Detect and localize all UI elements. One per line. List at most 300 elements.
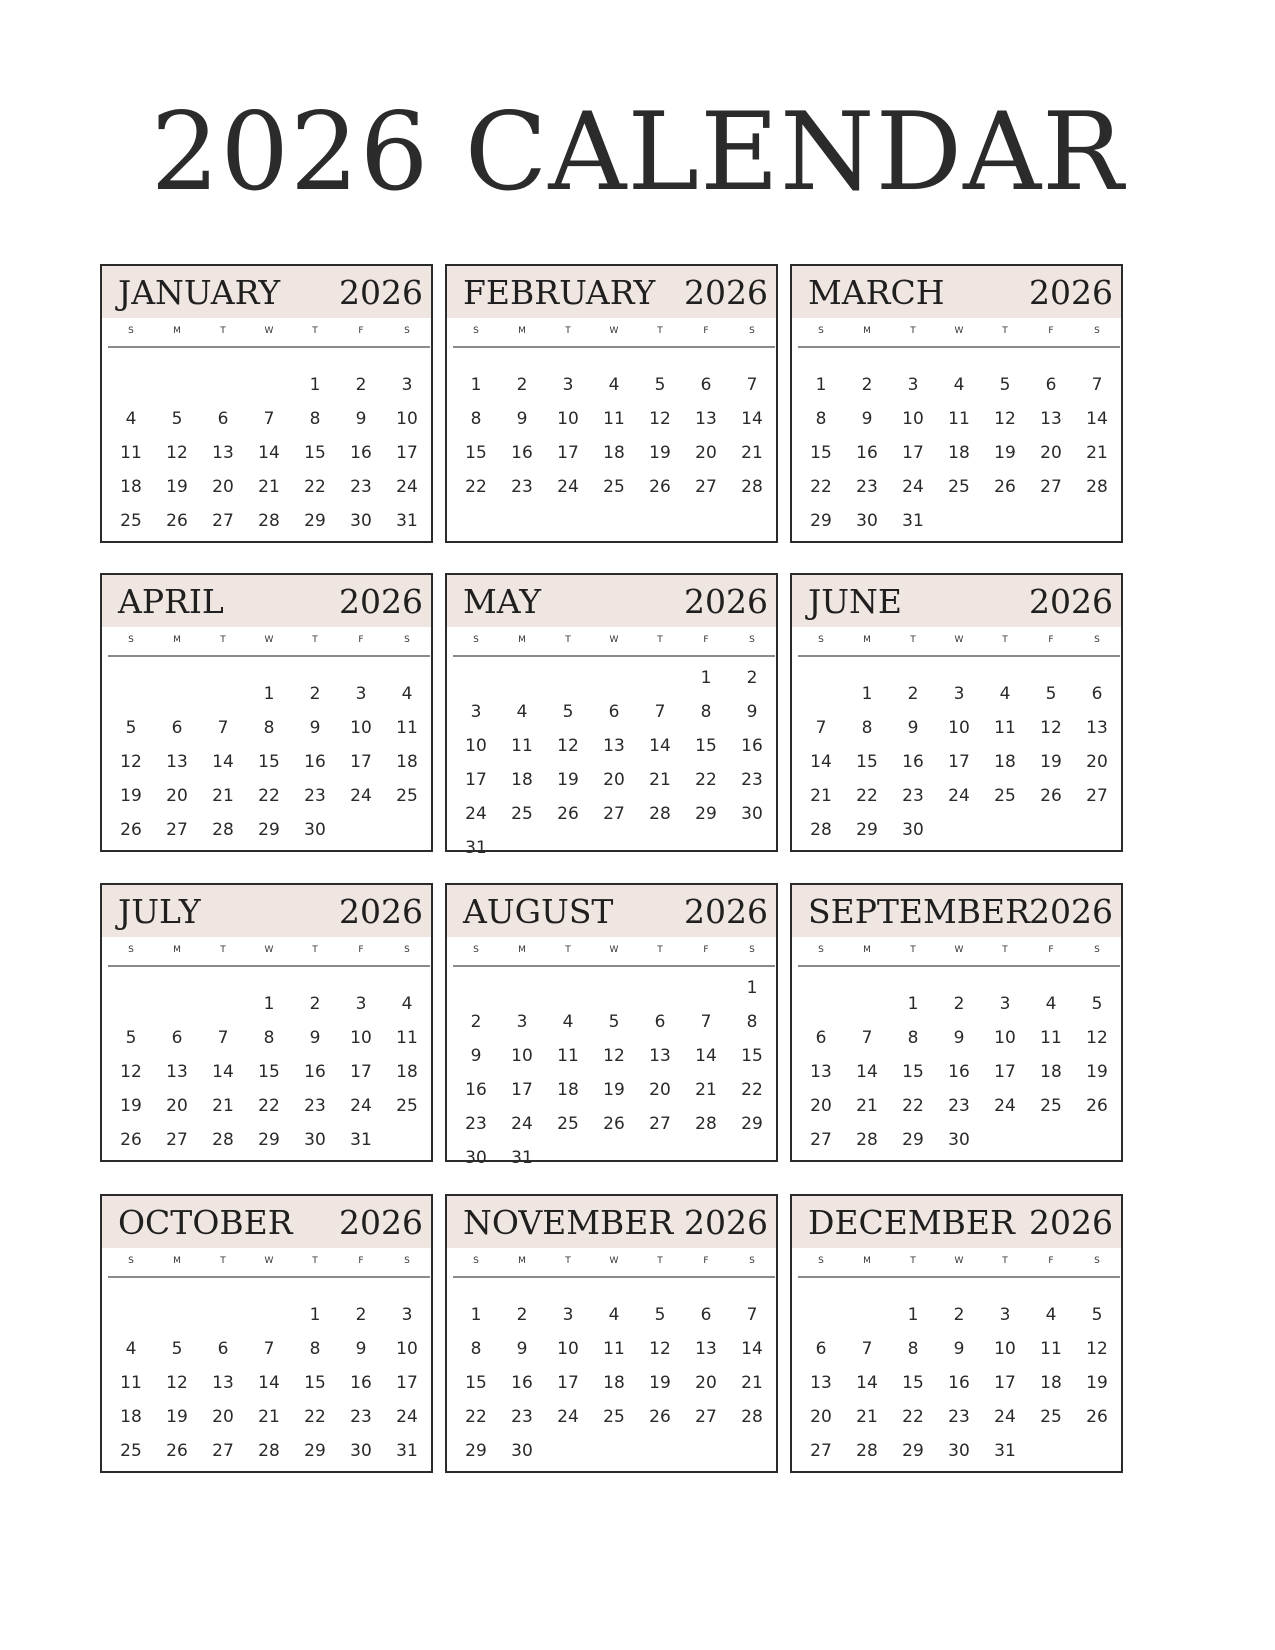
day-cell: 3 bbox=[355, 684, 367, 704]
month-header bbox=[447, 885, 776, 937]
empty-cell bbox=[246, 368, 292, 402]
day-cell: 6 bbox=[608, 702, 620, 722]
weekday-label: S bbox=[1094, 1256, 1100, 1266]
weekday-label: T bbox=[910, 635, 916, 645]
weekday-row bbox=[798, 1254, 1120, 1268]
day-cell: 22 bbox=[304, 477, 326, 497]
divider bbox=[453, 655, 775, 657]
day-cell: 28 bbox=[649, 804, 671, 824]
day-cell: 2 bbox=[516, 375, 528, 395]
day-cell: 20 bbox=[810, 1096, 832, 1116]
weekday-label: M bbox=[518, 326, 526, 336]
day-cell: 14 bbox=[695, 1046, 717, 1066]
day-cell: 20 bbox=[212, 1407, 234, 1427]
day-cell: 7 bbox=[217, 718, 229, 738]
weekday-label: S bbox=[404, 945, 410, 955]
day-cell: 13 bbox=[1040, 409, 1062, 429]
day-cell: 21 bbox=[810, 786, 832, 806]
day-cell: 16 bbox=[465, 1080, 487, 1100]
empty-cell bbox=[683, 971, 729, 1005]
day-cell: 31 bbox=[994, 1441, 1016, 1461]
day-grid bbox=[798, 368, 1120, 538]
day-cell: 22 bbox=[695, 770, 717, 790]
day-cell: 19 bbox=[1086, 1373, 1108, 1393]
day-cell: 8 bbox=[470, 1339, 482, 1359]
divider bbox=[108, 1276, 430, 1278]
day-grid bbox=[798, 1298, 1120, 1468]
day-cell: 8 bbox=[815, 409, 827, 429]
day-cell: 31 bbox=[396, 511, 418, 531]
weekday-label: W bbox=[264, 635, 274, 645]
weekday-label: M bbox=[173, 326, 181, 336]
day-grid bbox=[798, 677, 1120, 847]
day-cell: 7 bbox=[815, 718, 827, 738]
day-cell: 28 bbox=[212, 1130, 234, 1150]
day-cell: 27 bbox=[810, 1130, 832, 1150]
day-cell: 10 bbox=[557, 1339, 579, 1359]
month-name: OCTOBER bbox=[118, 1203, 293, 1242]
day-cell: 9 bbox=[516, 409, 528, 429]
day-cell: 16 bbox=[304, 752, 326, 772]
weekday-label: S bbox=[1094, 635, 1100, 645]
weekday-row bbox=[108, 943, 430, 957]
day-cell: 8 bbox=[907, 1028, 919, 1048]
month-card-april bbox=[100, 573, 433, 852]
day-cell: 16 bbox=[856, 443, 878, 463]
day-cell: 30 bbox=[741, 804, 763, 824]
day-cell: 18 bbox=[603, 443, 625, 463]
day-cell: 17 bbox=[511, 1080, 533, 1100]
empty-cell bbox=[844, 987, 890, 1021]
day-cell: 26 bbox=[1086, 1407, 1108, 1427]
day-cell: 17 bbox=[396, 443, 418, 463]
weekday-label: F bbox=[703, 1256, 709, 1266]
day-cell: 22 bbox=[741, 1080, 763, 1100]
day-cell: 23 bbox=[511, 477, 533, 497]
day-cell: 17 bbox=[557, 1373, 579, 1393]
day-cell: 25 bbox=[1040, 1407, 1062, 1427]
day-cell: 21 bbox=[695, 1080, 717, 1100]
day-cell: 31 bbox=[350, 1130, 372, 1150]
day-cell: 15 bbox=[304, 1373, 326, 1393]
month-header bbox=[447, 575, 776, 627]
month-year: 2026 bbox=[684, 1203, 768, 1242]
day-cell: 10 bbox=[350, 718, 372, 738]
day-cell: 19 bbox=[120, 1096, 142, 1116]
weekday-label: T bbox=[312, 945, 318, 955]
day-cell: 28 bbox=[258, 1441, 280, 1461]
day-cell: 12 bbox=[649, 409, 671, 429]
empty-cell bbox=[499, 661, 545, 695]
day-cell: 15 bbox=[902, 1062, 924, 1082]
day-cell: 26 bbox=[649, 477, 671, 497]
day-cell: 1 bbox=[907, 1305, 919, 1325]
day-cell: 19 bbox=[649, 443, 671, 463]
day-cell: 7 bbox=[746, 375, 758, 395]
day-cell: 4 bbox=[1045, 1305, 1057, 1325]
weekday-label: W bbox=[954, 635, 964, 645]
day-cell: 21 bbox=[1086, 443, 1108, 463]
month-name: SEPTEMBER bbox=[808, 892, 1030, 931]
empty-cell bbox=[200, 1298, 246, 1332]
weekday-label: T bbox=[565, 945, 571, 955]
day-cell: 5 bbox=[1045, 684, 1057, 704]
weekday-row bbox=[108, 1254, 430, 1268]
day-cell: 17 bbox=[557, 443, 579, 463]
day-cell: 6 bbox=[700, 1305, 712, 1325]
day-cell: 1 bbox=[907, 994, 919, 1014]
day-cell: 28 bbox=[856, 1441, 878, 1461]
month-card-july bbox=[100, 883, 433, 1162]
day-cell: 25 bbox=[994, 786, 1016, 806]
day-cell: 10 bbox=[396, 1339, 418, 1359]
day-cell: 21 bbox=[212, 786, 234, 806]
month-name: JANUARY bbox=[118, 273, 281, 312]
day-cell: 27 bbox=[1040, 477, 1062, 497]
day-cell: 11 bbox=[120, 443, 142, 463]
day-cell: 16 bbox=[948, 1373, 970, 1393]
day-cell: 8 bbox=[470, 409, 482, 429]
day-cell: 26 bbox=[603, 1114, 625, 1134]
weekday-label: S bbox=[404, 635, 410, 645]
month-year: 2026 bbox=[684, 892, 768, 931]
day-cell: 1 bbox=[861, 684, 873, 704]
weekday-label: F bbox=[1048, 326, 1054, 336]
day-cell: 29 bbox=[902, 1130, 924, 1150]
day-cell: 18 bbox=[603, 1373, 625, 1393]
empty-cell bbox=[545, 971, 591, 1005]
day-cell: 18 bbox=[994, 752, 1016, 772]
day-cell: 4 bbox=[401, 994, 413, 1014]
day-cell: 15 bbox=[258, 752, 280, 772]
weekday-label: S bbox=[749, 945, 755, 955]
day-cell: 30 bbox=[856, 511, 878, 531]
day-cell: 23 bbox=[350, 1407, 372, 1427]
empty-cell bbox=[453, 661, 499, 695]
day-cell: 4 bbox=[1045, 994, 1057, 1014]
empty-cell bbox=[108, 987, 154, 1021]
weekday-label: T bbox=[220, 1256, 226, 1266]
day-cell: 19 bbox=[166, 477, 188, 497]
day-cell: 7 bbox=[263, 1339, 275, 1359]
day-cell: 13 bbox=[603, 736, 625, 756]
day-cell: 31 bbox=[902, 511, 924, 531]
day-cell: 27 bbox=[212, 1441, 234, 1461]
day-grid bbox=[108, 1298, 430, 1468]
day-cell: 20 bbox=[695, 1373, 717, 1393]
empty-cell bbox=[200, 987, 246, 1021]
day-cell: 15 bbox=[695, 736, 717, 756]
month-card-october bbox=[100, 1194, 433, 1473]
weekday-label: T bbox=[1002, 635, 1008, 645]
month-name: MAY bbox=[463, 582, 542, 621]
month-card-february bbox=[445, 264, 778, 543]
day-cell: 20 bbox=[166, 1096, 188, 1116]
day-cell: 25 bbox=[603, 477, 625, 497]
day-cell: 6 bbox=[1045, 375, 1057, 395]
month-card-november bbox=[445, 1194, 778, 1473]
weekday-label: F bbox=[358, 1256, 364, 1266]
day-cell: 29 bbox=[465, 1441, 487, 1461]
day-cell: 24 bbox=[948, 786, 970, 806]
day-cell: 30 bbox=[902, 820, 924, 840]
day-cell: 2 bbox=[355, 1305, 367, 1325]
day-cell: 16 bbox=[741, 736, 763, 756]
day-cell: 7 bbox=[263, 409, 275, 429]
day-cell: 9 bbox=[309, 718, 321, 738]
day-cell: 22 bbox=[465, 477, 487, 497]
day-cell: 20 bbox=[1040, 443, 1062, 463]
month-name: JUNE bbox=[808, 582, 903, 621]
weekday-label: S bbox=[818, 635, 824, 645]
day-cell: 14 bbox=[856, 1373, 878, 1393]
day-cell: 4 bbox=[125, 409, 137, 429]
day-grid bbox=[453, 368, 775, 504]
weekday-label: M bbox=[863, 1256, 871, 1266]
weekday-label: W bbox=[264, 1256, 274, 1266]
day-cell: 8 bbox=[263, 718, 275, 738]
month-card-june bbox=[790, 573, 1123, 852]
empty-cell bbox=[200, 368, 246, 402]
day-cell: 16 bbox=[350, 1373, 372, 1393]
month-header bbox=[102, 266, 431, 318]
day-cell: 4 bbox=[608, 1305, 620, 1325]
day-cell: 16 bbox=[511, 1373, 533, 1393]
day-cell: 20 bbox=[695, 443, 717, 463]
month-card-september bbox=[790, 883, 1123, 1162]
day-cell: 7 bbox=[654, 702, 666, 722]
day-grid bbox=[453, 1298, 775, 1468]
day-cell: 13 bbox=[695, 409, 717, 429]
day-cell: 15 bbox=[810, 443, 832, 463]
day-cell: 29 bbox=[695, 804, 717, 824]
day-cell: 4 bbox=[125, 1339, 137, 1359]
weekday-row bbox=[798, 324, 1120, 338]
weekday-label: T bbox=[220, 635, 226, 645]
empty-cell bbox=[499, 971, 545, 1005]
empty-cell bbox=[798, 1298, 844, 1332]
day-cell: 8 bbox=[309, 409, 321, 429]
empty-cell bbox=[591, 971, 637, 1005]
day-cell: 27 bbox=[166, 820, 188, 840]
day-cell: 12 bbox=[557, 736, 579, 756]
day-cell: 18 bbox=[120, 1407, 142, 1427]
day-cell: 9 bbox=[470, 1046, 482, 1066]
weekday-label: T bbox=[1002, 1256, 1008, 1266]
month-header bbox=[102, 1196, 431, 1248]
weekday-label: W bbox=[609, 326, 619, 336]
day-cell: 18 bbox=[557, 1080, 579, 1100]
day-cell: 29 bbox=[258, 820, 280, 840]
day-grid bbox=[453, 661, 775, 865]
day-cell: 24 bbox=[557, 477, 579, 497]
weekday-label: S bbox=[473, 326, 479, 336]
day-cell: 21 bbox=[212, 1096, 234, 1116]
day-cell: 22 bbox=[258, 1096, 280, 1116]
day-cell: 25 bbox=[603, 1407, 625, 1427]
day-cell: 26 bbox=[1040, 786, 1062, 806]
day-cell: 5 bbox=[999, 375, 1011, 395]
day-cell: 23 bbox=[304, 786, 326, 806]
month-name: APRIL bbox=[118, 582, 224, 621]
day-cell: 10 bbox=[350, 1028, 372, 1048]
weekday-label: M bbox=[863, 326, 871, 336]
day-cell: 19 bbox=[1040, 752, 1062, 772]
month-year: 2026 bbox=[684, 582, 768, 621]
day-cell: 8 bbox=[861, 718, 873, 738]
empty-cell bbox=[637, 661, 683, 695]
day-cell: 9 bbox=[309, 1028, 321, 1048]
day-cell: 14 bbox=[212, 752, 234, 772]
day-cell: 31 bbox=[396, 1441, 418, 1461]
day-cell: 3 bbox=[907, 375, 919, 395]
weekday-label: T bbox=[657, 945, 663, 955]
day-cell: 14 bbox=[258, 443, 280, 463]
day-cell: 11 bbox=[1040, 1028, 1062, 1048]
weekday-label: S bbox=[818, 1256, 824, 1266]
day-cell: 10 bbox=[511, 1046, 533, 1066]
day-cell: 11 bbox=[396, 1028, 418, 1048]
day-cell: 24 bbox=[465, 804, 487, 824]
day-cell: 15 bbox=[258, 1062, 280, 1082]
month-name: DECEMBER bbox=[808, 1203, 1015, 1242]
day-cell: 17 bbox=[948, 752, 970, 772]
day-cell: 13 bbox=[212, 443, 234, 463]
weekday-label: M bbox=[518, 635, 526, 645]
day-cell: 23 bbox=[465, 1114, 487, 1134]
weekday-label: M bbox=[173, 945, 181, 955]
weekday-label: T bbox=[1002, 326, 1008, 336]
day-cell: 21 bbox=[741, 1373, 763, 1393]
day-cell: 24 bbox=[396, 1407, 418, 1427]
day-cell: 22 bbox=[902, 1407, 924, 1427]
day-cell: 27 bbox=[166, 1130, 188, 1150]
weekday-label: S bbox=[749, 635, 755, 645]
day-cell: 24 bbox=[511, 1114, 533, 1134]
weekday-label: S bbox=[128, 326, 134, 336]
day-cell: 19 bbox=[120, 786, 142, 806]
day-cell: 25 bbox=[557, 1114, 579, 1134]
weekday-label: W bbox=[264, 326, 274, 336]
day-cell: 12 bbox=[1086, 1339, 1108, 1359]
weekday-row bbox=[798, 633, 1120, 647]
day-cell: 25 bbox=[396, 1096, 418, 1116]
day-cell: 12 bbox=[994, 409, 1016, 429]
day-cell: 28 bbox=[810, 820, 832, 840]
day-cell: 15 bbox=[465, 443, 487, 463]
month-header bbox=[447, 266, 776, 318]
day-cell: 7 bbox=[217, 1028, 229, 1048]
day-cell: 15 bbox=[856, 752, 878, 772]
weekday-row bbox=[453, 1254, 775, 1268]
day-cell: 1 bbox=[309, 375, 321, 395]
day-cell: 2 bbox=[746, 668, 758, 688]
day-grid bbox=[108, 677, 430, 847]
day-cell: 5 bbox=[608, 1012, 620, 1032]
empty-cell bbox=[108, 677, 154, 711]
day-cell: 5 bbox=[1091, 994, 1103, 1014]
day-cell: 29 bbox=[258, 1130, 280, 1150]
day-cell: 25 bbox=[1040, 1096, 1062, 1116]
empty-cell bbox=[108, 1298, 154, 1332]
empty-cell bbox=[545, 661, 591, 695]
day-cell: 2 bbox=[309, 684, 321, 704]
weekday-label: T bbox=[657, 1256, 663, 1266]
day-cell: 26 bbox=[120, 820, 142, 840]
weekday-label: T bbox=[910, 945, 916, 955]
day-cell: 5 bbox=[562, 702, 574, 722]
day-cell: 1 bbox=[746, 978, 758, 998]
day-cell: 15 bbox=[902, 1373, 924, 1393]
empty-cell bbox=[108, 368, 154, 402]
day-cell: 5 bbox=[125, 718, 137, 738]
weekday-label: M bbox=[863, 945, 871, 955]
day-cell: 16 bbox=[948, 1062, 970, 1082]
day-cell: 17 bbox=[465, 770, 487, 790]
day-cell: 2 bbox=[355, 375, 367, 395]
weekday-label: F bbox=[1048, 945, 1054, 955]
day-cell: 10 bbox=[994, 1028, 1016, 1048]
day-cell: 12 bbox=[1086, 1028, 1108, 1048]
day-cell: 19 bbox=[649, 1373, 671, 1393]
month-name: NOVEMBER bbox=[463, 1203, 674, 1242]
day-cell: 12 bbox=[166, 1373, 188, 1393]
weekday-label: M bbox=[173, 635, 181, 645]
weekday-label: M bbox=[863, 635, 871, 645]
month-card-march bbox=[790, 264, 1123, 543]
day-cell: 16 bbox=[511, 443, 533, 463]
day-cell: 24 bbox=[350, 786, 372, 806]
divider bbox=[108, 965, 430, 967]
day-cell: 17 bbox=[902, 443, 924, 463]
day-cell: 21 bbox=[856, 1096, 878, 1116]
day-cell: 11 bbox=[511, 736, 533, 756]
day-cell: 21 bbox=[649, 770, 671, 790]
day-cell: 24 bbox=[396, 477, 418, 497]
day-cell: 2 bbox=[516, 1305, 528, 1325]
weekday-label: S bbox=[749, 1256, 755, 1266]
weekday-label: F bbox=[703, 945, 709, 955]
day-cell: 28 bbox=[741, 477, 763, 497]
month-year: 2026 bbox=[339, 273, 423, 312]
day-cell: 27 bbox=[1086, 786, 1108, 806]
day-cell: 26 bbox=[166, 1441, 188, 1461]
day-cell: 14 bbox=[649, 736, 671, 756]
day-cell: 27 bbox=[695, 477, 717, 497]
day-cell: 18 bbox=[1040, 1062, 1062, 1082]
divider bbox=[453, 346, 775, 348]
divider bbox=[798, 346, 1120, 348]
day-cell: 17 bbox=[350, 1062, 372, 1082]
weekday-label: F bbox=[1048, 635, 1054, 645]
day-cell: 13 bbox=[649, 1046, 671, 1066]
weekday-label: S bbox=[1094, 945, 1100, 955]
weekday-label: W bbox=[609, 945, 619, 955]
day-cell: 10 bbox=[902, 409, 924, 429]
day-grid bbox=[453, 971, 775, 1175]
day-cell: 12 bbox=[1040, 718, 1062, 738]
day-cell: 27 bbox=[649, 1114, 671, 1134]
day-cell: 5 bbox=[171, 1339, 183, 1359]
weekday-label: S bbox=[128, 1256, 134, 1266]
day-cell: 24 bbox=[350, 1096, 372, 1116]
day-cell: 23 bbox=[902, 786, 924, 806]
day-cell: 17 bbox=[994, 1373, 1016, 1393]
day-cell: 11 bbox=[994, 718, 1016, 738]
day-cell: 27 bbox=[603, 804, 625, 824]
day-cell: 8 bbox=[263, 1028, 275, 1048]
day-cell: 2 bbox=[470, 1012, 482, 1032]
